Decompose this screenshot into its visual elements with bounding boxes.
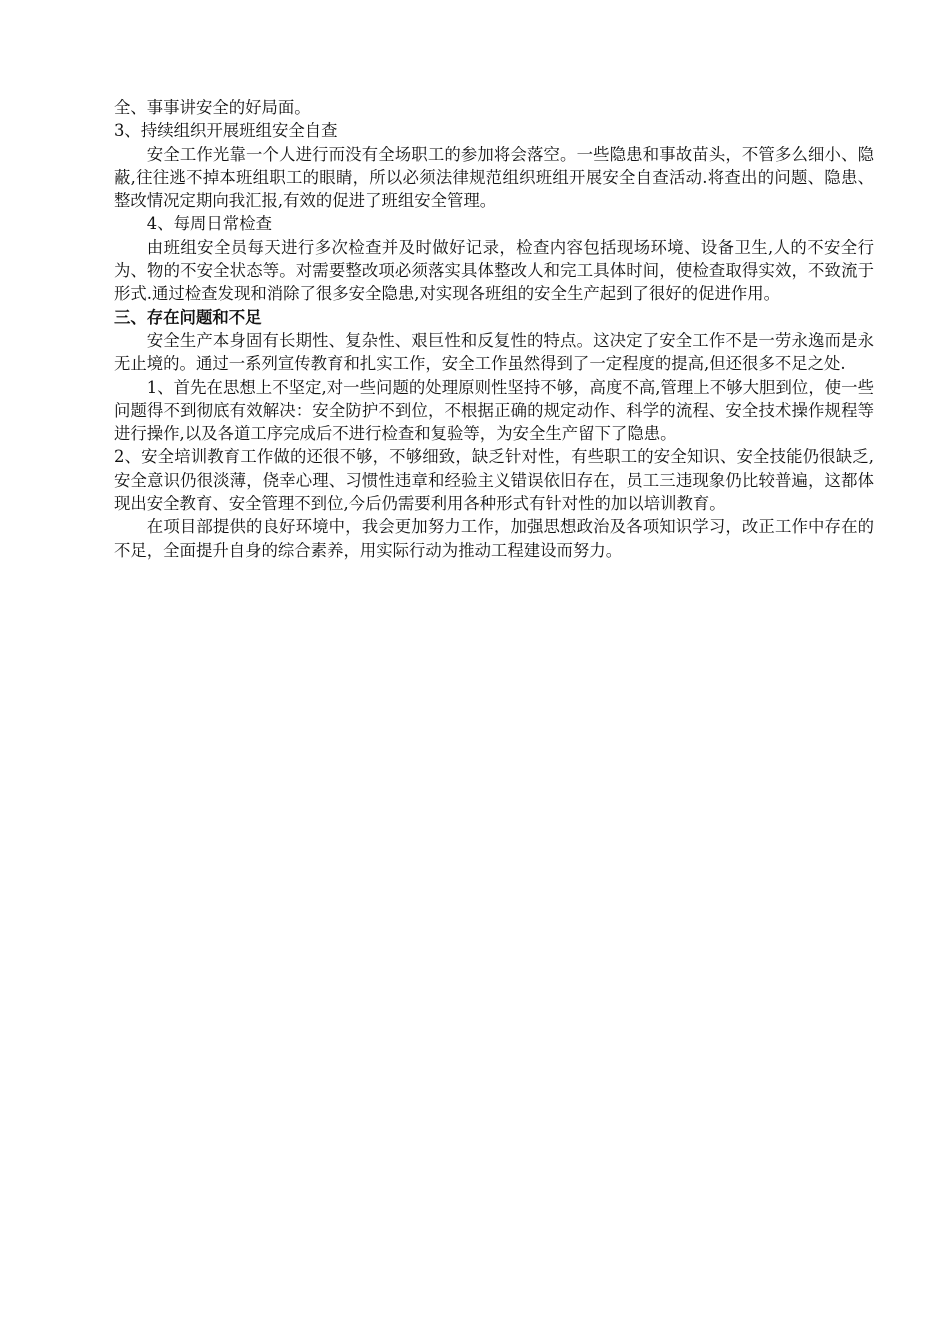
section-heading-problems: 三、存在问题和不足 [114,307,262,327]
paragraph-problem-1: 1、首先在思想上不坚定,对一些问题的处理原则性坚持不够，高度不高,管理上不够大胆到位，使一些问题得不到彻底有效解决：安全防护不到位，不根据正确的规定动作、科学的流程、安全技术操作规程等进行操作,以及各道工序完成后不进行检查和复验等，为安全生产留下了隐患。 [114,377,874,444]
paragraph-problem-2: 2、安全培训教育工作做的还很不够，不够细致，缺乏针对性，有些职工的安全知识、安全技能仍很缺乏,安全意识仍很淡薄，侥幸心理、习惯性违章和经验主义错误依旧存在，员工三违现象仍比较普遍，这都体现出安全教育、安全管理不到位,今后仍需要利用各种形式有针对性的加以培训教育。 [114,447,874,514]
paragraph-self-check: 安全工作光靠一个人进行而没有全场职工的参加将会落空。一些隐患和事故苗头，不管多么细小、隐蔽,往往逃不掉本班组职工的眼睛，所以必须法律规范组织班组开展安全自查活动.将查出的问题、隐患、整改情况定期向我汇报,有效的促进了班组安全管理。 [114,144,874,211]
section-item-3-title: 3、持续组织开展班组安全自查 [114,121,338,141]
document-page [114,96,874,562]
paragraph-problems-intro: 安全生产本身固有长期性、复杂性、艰巨性和反复性的特点。这决定了安全工作不是一劳永逸而是永无止境的。通过一系列宣传教育和扎实工作，安全工作虽然得到了一定程度的提高,但还很多不足之处. [114,330,874,374]
section-item-4-title: 4、每周日常检查 [146,214,272,234]
paragraph-continuation: 全、事事讲安全的好局面。 [114,98,311,117]
paragraph-conclusion: 在项目部提供的良好环境中，我会更加努力工作，加强思想政治及各项知识学习，改正工作中存在的不足，全面提升自身的综合素养，用实际行动为推动工程建设而努力。 [114,517,874,560]
paragraph-daily-check: 由班组安全员每天进行多次检查并及时做好记录，检查内容包括现场环境、设备卫生,人的不安全行为、物的不安全状态等。对需要整改项必须落实具体整改人和完工具体时间，使检查取得实效，不致流于形式.通过检查发现和消除了很多安全隐患,对实现各班组的安全生产起到了很好的促进作用。 [114,237,874,304]
